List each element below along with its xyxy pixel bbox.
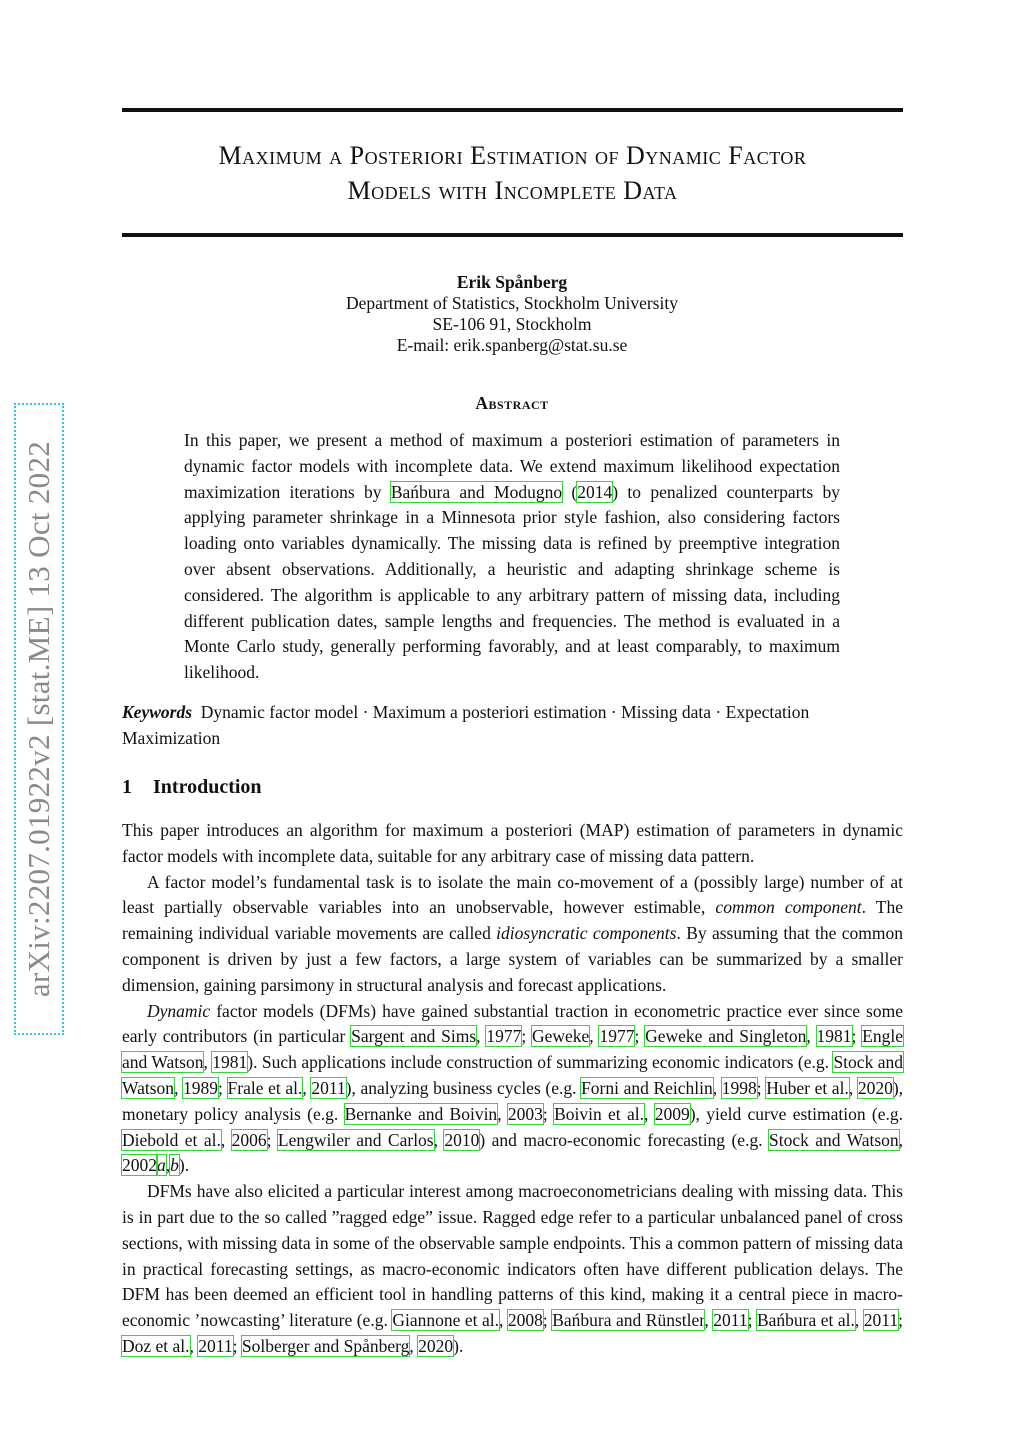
citation-link[interactable]: Engle and Watson: [122, 1026, 903, 1073]
author-address: SE-106 91, Stockholm: [432, 314, 592, 334]
title-top-rule: [122, 108, 903, 112]
keywords-text: Dynamic factor model · Maximum a posteriori estimation · Missing data · Expectation Maximization: [122, 702, 810, 748]
paragraph-text: ). Such applications include construction of summarizing economic indicators (e.g.: [247, 1052, 834, 1073]
separator: ;: [266, 1129, 278, 1150]
author-affiliation: Department of Statistics, Stockholm University: [346, 293, 678, 313]
citation-link[interactable]: 2011: [311, 1077, 346, 1098]
citation-link[interactable]: 1977: [486, 1026, 522, 1047]
citation-link[interactable]: 1981: [212, 1052, 248, 1073]
separator: ,: [497, 1103, 508, 1124]
abstract-text-part: In this paper, we present a method of maximum a posteriori estimation of parameters in dynamic factor models with incomplete data. We extend maximum likelihood expectation maximization iterations by: [184, 430, 840, 502]
separator: ).: [453, 1335, 464, 1356]
citation-link[interactable]: Boivin et al.: [554, 1103, 644, 1124]
citation-link[interactable]: Stock and Watson: [768, 1129, 899, 1150]
paragraph-text: A factor model’s fundamental task is to isolate the main co-movement of a (possibly large) number of at least partially observable variables into an unobservable, however estimable,: [122, 871, 903, 918]
separator: ,: [476, 1026, 487, 1047]
separator: ,: [409, 1335, 419, 1356]
separator: ;: [542, 1103, 555, 1124]
keywords-label: Keywords: [122, 702, 192, 722]
citation-link[interactable]: 2020: [857, 1077, 893, 1098]
separator: ,: [174, 1077, 184, 1098]
separator: ,: [854, 1310, 864, 1331]
paper-title: [122, 138, 903, 208]
separator: ,: [499, 1310, 508, 1331]
citation-link[interactable]: Solberger and Spånberg: [241, 1335, 410, 1356]
citation-link[interactable]: Geweke and Singleton: [645, 1026, 807, 1047]
paragraph-text: ) and macro-economic forecasting (e.g.: [479, 1129, 769, 1150]
separator: ,: [302, 1077, 312, 1098]
emphasis-term: common component: [715, 897, 862, 918]
paragraph-text: ), analyzing business cycles (e.g.: [345, 1077, 582, 1098]
citation-link[interactable]: Giannone et al.: [392, 1310, 499, 1331]
separator: ,: [589, 1026, 600, 1047]
separator: ;: [634, 1026, 646, 1047]
separator: ,: [189, 1335, 199, 1356]
citation-link[interactable]: Bańbura et al.: [756, 1310, 855, 1331]
abstract-text-part: (: [562, 481, 578, 502]
title-line-1: Maximum a Posteriori Estimation of Dynamic Factor: [218, 141, 807, 170]
citation-link[interactable]: Bernanke and Boivin: [344, 1103, 498, 1124]
citation-link[interactable]: 2020: [418, 1335, 454, 1356]
keywords: [122, 700, 903, 751]
separator: ,: [806, 1026, 817, 1047]
citation-link[interactable]: Lengwiler and Carlos: [277, 1129, 434, 1150]
citation-link[interactable]: 2011: [863, 1310, 899, 1331]
author-block: [0, 272, 1024, 356]
paragraph-text: ), yield curve estimation (e.g.: [689, 1103, 904, 1124]
emphasis-term: Dynamic: [147, 1000, 211, 1021]
separator: ,: [898, 1129, 904, 1150]
citation-link[interactable]: 1998: [721, 1077, 757, 1098]
title-line-2: Models with Incomplete Data: [347, 176, 678, 205]
citation-link[interactable]: 2003: [507, 1103, 543, 1124]
title-bottom-rule: [122, 233, 903, 237]
paragraph: [122, 818, 903, 870]
introduction-body: [122, 818, 903, 1360]
arxiv-sidebar-stamp[interactable]: [14, 403, 64, 1035]
paragraph-text: DFMs have also elicited a particular interest among macroeconometricians dealing with missing data. This is in part due to the so called ”ragged edge” issue. Ragged edge refer to a particular unbalanced panel of cross sections, with missing data in some of the observable sample endpoints. This a common pattern of missing data in practical forecasting settings, as macro-economic indicators often have different publication delays. The DFM has been deemed an efficient tool in handling patterns of this kind, making it a central piece in macro-economic ’nowcasting’ literature (e.g.: [122, 1181, 903, 1331]
separator: ,: [433, 1129, 445, 1150]
paragraph-text: . By assuming that the common component is driven by just a few factors, a large system of variables can be summarized by a smaller dimension, gaining parsimony in structural analysis and forecast applications.: [122, 923, 903, 995]
paragraph: [122, 999, 903, 1180]
citation-link[interactable]: 1989: [183, 1077, 219, 1098]
citation-link[interactable]: Forni and Reichlin: [581, 1077, 713, 1098]
abstract-text-part: ) to penalized counterparts by applying parameter shrinkage in a Minnesota prior style fashion, also considering factors loading onto variables dynamically. The missing data is refined by preemptive integration over absent observations. Additionally, a heuristic and adapting shrinkage scheme is considered. The algorithm is applicable to any arbitrary pattern of missing data, including different publication dates, sample lengths and frequencies. The method is evaluated in a Monte Carlo study, generally performing favorably, and at least comparably, to maximum likelihood.: [184, 481, 840, 683]
paragraph-text: This paper introduces an algorithm for maximum a posteriori (MAP) estimation of parameters in dynamic factor models with incomplete data, suitable for any arbitrary case of missing data pattern.: [122, 820, 903, 866]
separator: ;: [218, 1077, 228, 1098]
section-title: Introduction: [153, 776, 262, 798]
separator: ,: [704, 1310, 714, 1331]
citation-link[interactable]: Geweke: [531, 1026, 590, 1047]
separator: ;: [756, 1077, 767, 1098]
emphasis-term: idiosyncratic components: [496, 923, 677, 944]
separator: ,: [220, 1129, 232, 1150]
citation-link[interactable]: 2008: [507, 1310, 543, 1331]
section-heading: [122, 776, 262, 799]
citation-link[interactable]: 2010: [444, 1129, 480, 1150]
citation-link[interactable]: a: [157, 1155, 166, 1176]
paragraph-text: ), monetary policy analysis (e.g.: [122, 1077, 904, 1124]
abstract-heading: Abstract: [475, 393, 549, 413]
arxiv-identifier: arXiv:2207.01922v2 [stat.ME] 13 Oct 2022: [21, 440, 56, 998]
citation-link[interactable]: 1977: [599, 1026, 635, 1047]
separator: ;: [851, 1026, 863, 1047]
separator: ).: [178, 1155, 190, 1176]
citation-link[interactable]: 2006: [231, 1129, 267, 1150]
separator: ;: [542, 1310, 553, 1331]
citation-link[interactable]: Diebold et al.: [122, 1129, 221, 1150]
separator: ;: [521, 1026, 532, 1047]
abstract-text: [184, 428, 840, 686]
paragraph: [122, 870, 903, 999]
separator: ,: [203, 1052, 213, 1073]
citation-link[interactable]: Bańbura and Rünstler: [552, 1310, 705, 1331]
citation-link[interactable]: 2011: [713, 1310, 748, 1331]
separator: ,: [165, 1155, 171, 1176]
citation-link[interactable]: 2014: [577, 481, 613, 502]
citation-link[interactable]: 2009: [654, 1103, 690, 1124]
citation-link[interactable]: Sargent and Sims: [351, 1026, 477, 1047]
author-email: E-mail: erik.spanberg@stat.su.se: [396, 335, 628, 355]
separator: ,: [712, 1077, 722, 1098]
citation-link[interactable]: Stock and Watson: [122, 1052, 904, 1098]
citation-link[interactable]: b: [170, 1155, 179, 1176]
paragraph-text: factor models (DFMs) have gained substantial traction in econometric practice ever since some early contributors (in particular: [122, 1000, 903, 1047]
separator: ,: [644, 1103, 655, 1124]
citation-link[interactable]: 2002: [122, 1155, 157, 1176]
citation-link[interactable]: 2011: [198, 1335, 233, 1356]
separator: ;: [747, 1310, 757, 1331]
citation-link[interactable]: Frale et al.: [227, 1077, 303, 1098]
paragraph-text: . The remaining individual variable movements are called: [122, 897, 903, 944]
citation-link[interactable]: Huber et al.: [766, 1077, 849, 1098]
separator: ,: [848, 1077, 858, 1098]
separator: ;: [898, 1310, 904, 1331]
author-name: Erik Spånberg: [456, 272, 568, 292]
citation-link[interactable]: Bańbura and Modugno: [390, 481, 563, 502]
citation-link[interactable]: 1981: [816, 1026, 852, 1047]
citation-link[interactable]: Doz et al.: [122, 1335, 190, 1356]
section-number: 1: [122, 776, 132, 798]
separator: ;: [232, 1335, 242, 1356]
paragraph: [122, 1179, 903, 1360]
